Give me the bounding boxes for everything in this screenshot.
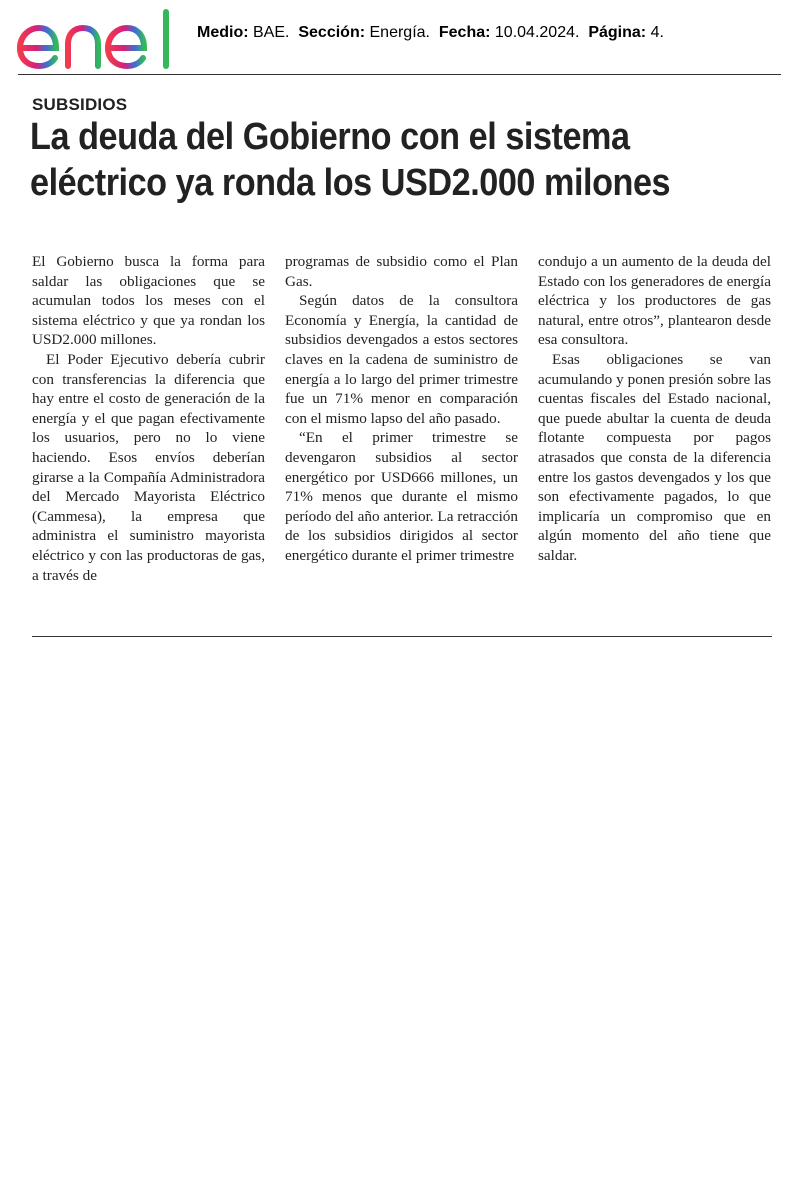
article-column-1 [32, 252, 265, 585]
article-end-divider [32, 636, 772, 637]
fecha-value: 10.04.2024. [494, 24, 580, 41]
medio-label: Medio: [197, 24, 249, 41]
enel-logo [14, 8, 180, 70]
article-kicker: SUBSIDIOS [32, 95, 128, 114]
article-column-2 [285, 252, 518, 585]
article-paragraph: Según datos de la consultora Economía y Energía, la cantidad de subsidios devengados a estos sectores claves en la cadena de suministro de energía a lo largo del primer trimestre fue un 71% menor en comparación con el mismo lapso del año pasado. [285, 292, 518, 427]
press-clipping-metadata [197, 24, 664, 42]
article-column-3 [538, 252, 771, 585]
article-headline: La deuda del Gobierno con el sistema eléctrico ya ronda los USD2.000 milones [30, 116, 671, 204]
article-paragraph: El Poder Ejecutivo debería cubrir con transferencias la diferencia que hay entre el costo de generación de la energía y el que pagan efectivamente los usuarios, pero no lo viene haciendo. Esos envíos deberían girarse a la Compañía Administradora del Mercado Mayorista Eléctrico (Cammesa), la empresa que administra el suministro mayorista eléctrico y con las productoras de gas, a través de [32, 350, 265, 584]
pagina-value: 4. [650, 24, 664, 41]
article-paragraph: Esas obligaciones se van acumulando y ponen presión sobre las cuentas fiscales del Estado nacional, que puede abultar la cuenta de deuda flotante compuesta por pagos atrasados que consta de la diferencia entre los gastos devengados y los que son efectivamente pagados, lo que implicaría un compromiso que en algún momento del año tiene que saldar. [538, 350, 771, 564]
header-divider [18, 74, 781, 75]
article-body [32, 252, 772, 585]
article-paragraph: “En el primer trimestre se devengaron subsidios al sector energético por USD666 millones, un 71% menos que durante el mismo período del año anterior. La retracción de los subsidios dirigidos al sector energético durante el primer trimestre [285, 429, 518, 564]
article-paragraph: programas de subsidio como el Plan Gas. [285, 253, 518, 290]
fecha-label: Fecha: [438, 24, 491, 41]
seccion-value: Energía. [369, 24, 430, 41]
pagina-label: Página: [588, 24, 647, 41]
article-paragraph: El Gobierno busca la forma para saldar las obligaciones que se acumulan todos los meses con el sistema eléctrico y que ya rondan los USD2.000 millones. [32, 253, 265, 349]
article-paragraph: condujo a un aumento de la deuda del Estado con los generadores de energía eléctrica y los productores de gas natural, entre otros”, plantearon desde esa consultora. [538, 253, 771, 349]
seccion-label: Sección: [298, 24, 366, 41]
medio-value: BAE. [253, 24, 290, 41]
